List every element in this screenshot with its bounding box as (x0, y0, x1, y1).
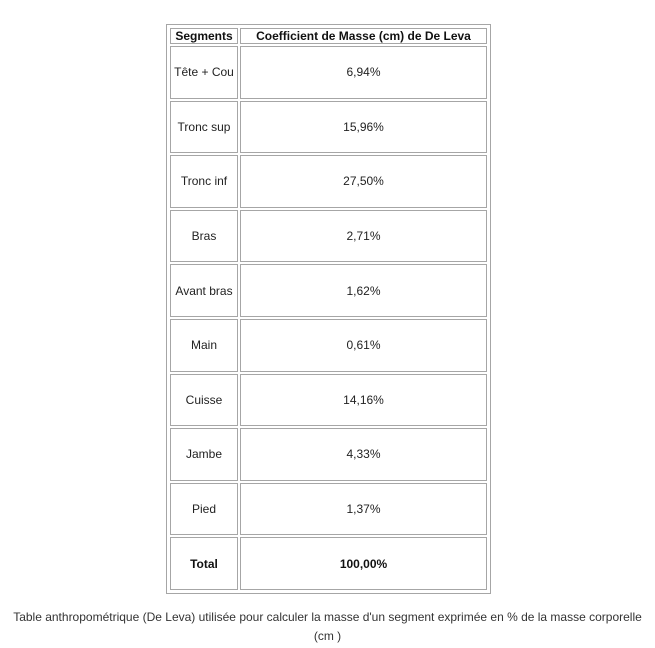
segment-cell: Pied (170, 483, 238, 536)
table-header-row (170, 28, 487, 44)
value-cell: 0,61% (240, 319, 487, 372)
segment-cell: Tronc inf (170, 155, 238, 208)
de-leva-table (168, 26, 489, 592)
table-row (170, 264, 487, 317)
table-row (170, 210, 487, 263)
table-row (170, 101, 487, 154)
value-cell: 15,96% (240, 101, 487, 154)
value-cell: 4,33% (240, 428, 487, 481)
segment-cell: Jambe (170, 428, 238, 481)
table-row (170, 319, 487, 372)
value-cell: 27,50% (240, 155, 487, 208)
table-row (170, 155, 487, 208)
table-row (170, 374, 487, 427)
de-leva-table-container (166, 24, 491, 594)
segment-cell: Avant bras (170, 264, 238, 317)
value-cell: 14,16% (240, 374, 487, 427)
table-caption: Table anthropométrique (De Leva) utilisée pour calculer la masse d'un segment exprimée en % de la masse corporelle (cm ) (13, 610, 642, 643)
value-cell: 6,94% (240, 46, 487, 99)
table-row (170, 46, 487, 99)
total-row (170, 537, 487, 590)
header-segments: Segments (170, 28, 238, 44)
segment-cell: Cuisse (170, 374, 238, 427)
segment-cell: Main (170, 319, 238, 372)
value-cell: 1,62% (240, 264, 487, 317)
total-label-cell: Total (170, 537, 238, 590)
value-cell: 2,71% (240, 210, 487, 263)
value-cell: 1,37% (240, 483, 487, 536)
total-value-cell: 100,00% (240, 537, 487, 590)
table-row (170, 428, 487, 481)
header-coefficient: Coefficient de Masse (cm) de De Leva (240, 28, 487, 44)
segment-cell: Bras (170, 210, 238, 263)
table-row (170, 483, 487, 536)
segment-cell: Tronc sup (170, 101, 238, 154)
segment-cell: Tête + Cou (170, 46, 238, 99)
